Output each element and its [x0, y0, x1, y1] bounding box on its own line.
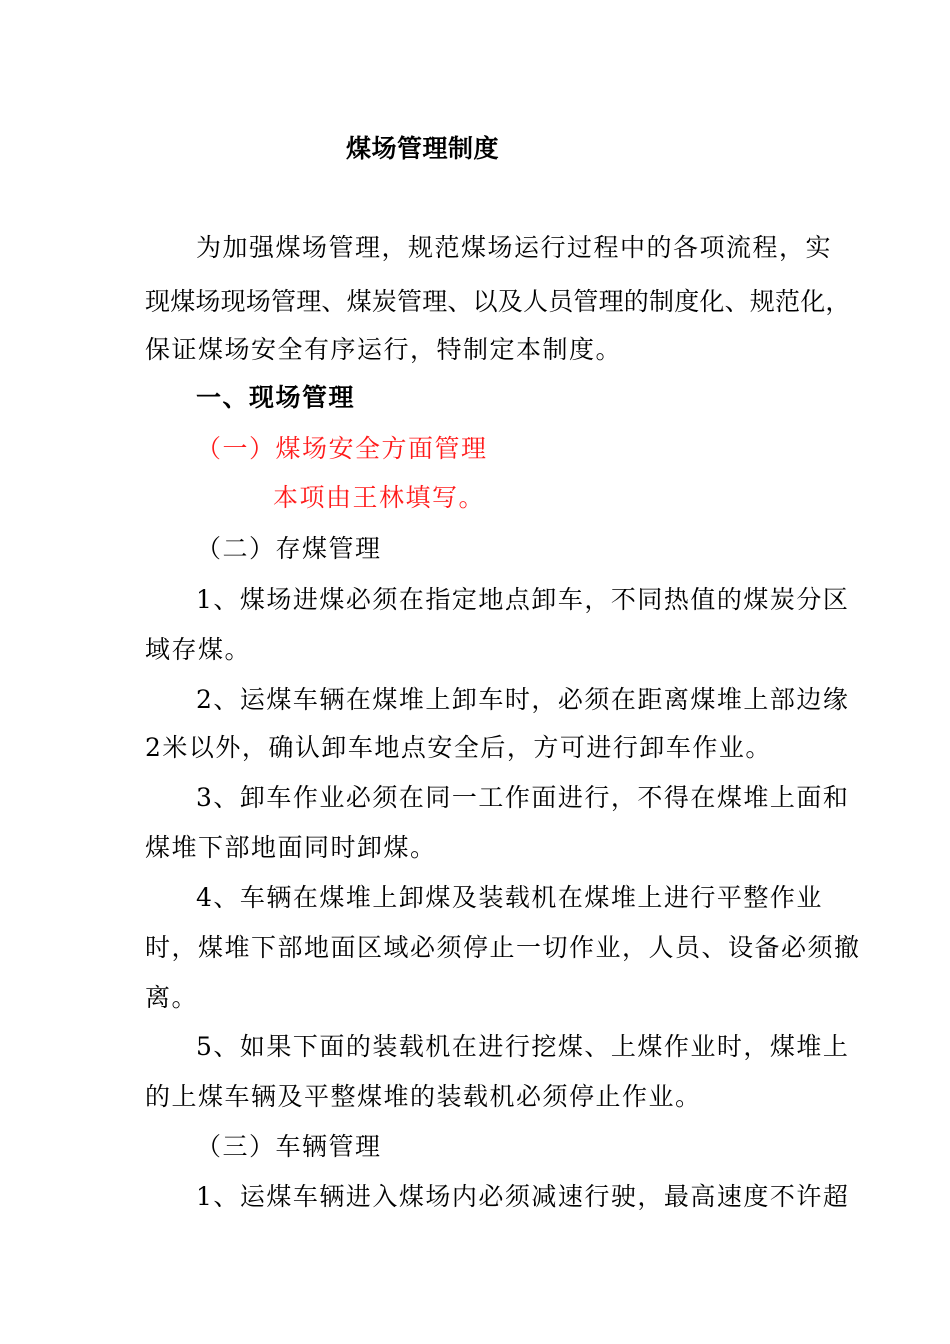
item-4-line-2: 时，煤堆下部地面区域必须停止一切作业，人员、设备必须撤 [145, 933, 861, 962]
item-4-line-3: 离。 [145, 983, 199, 1012]
item-3-line-2: 煤堆下部地面同时卸煤。 [145, 833, 437, 862]
intro-line-3: 保证煤场安全有序运行，特制定本制度。 [145, 335, 623, 364]
item-3-line-1: 3、卸车作业必须在同一工作面进行，不得在煤堆上面和 [196, 783, 850, 812]
subsection-heading-3: （三）车辆管理 [196, 1132, 382, 1161]
item-1-line-2: 域存煤。 [145, 635, 252, 664]
item-4-line-1: 4、车辆在煤堆上卸煤及装载机在煤堆上进行平整作业 [196, 883, 823, 912]
subsection-heading-2: （二）存煤管理 [196, 534, 382, 563]
document-title: 煤场管理制度 [346, 134, 500, 163]
item-2-line-1: 2、运煤车辆在煤堆上卸车时，必须在距离煤堆上部边缘 [196, 685, 850, 714]
item-2-line-2: 2米以外，确认卸车地点安全后，方可进行卸车作业。 [145, 733, 772, 762]
item-6-line-1: 1、运煤车辆进入煤场内必须减速行驶，最高速度不许超 [196, 1182, 850, 1211]
item-5-line-1: 5、如果下面的装载机在进行挖煤、上煤作业时，煤堆上 [196, 1032, 850, 1061]
item-5-line-2: 的上煤车辆及平整煤堆的装载机必须停止作业。 [145, 1082, 702, 1111]
intro-line-1: 为加强煤场管理，规范煤场运行过程中的各项流程，实 [196, 233, 833, 262]
intro-line-2: 现煤场现场管理、煤炭管理、以及人员管理的制度化、规范化， [145, 287, 851, 316]
subsection-note-1: 本项由王林填写。 [273, 483, 486, 512]
item-1-line-1: 1、煤场进煤必须在指定地点卸车，不同热值的煤炭分区 [196, 585, 850, 614]
section-heading-1: 一、现场管理 [196, 383, 356, 412]
subsection-heading-1: （一）煤场安全方面管理 [196, 434, 488, 463]
